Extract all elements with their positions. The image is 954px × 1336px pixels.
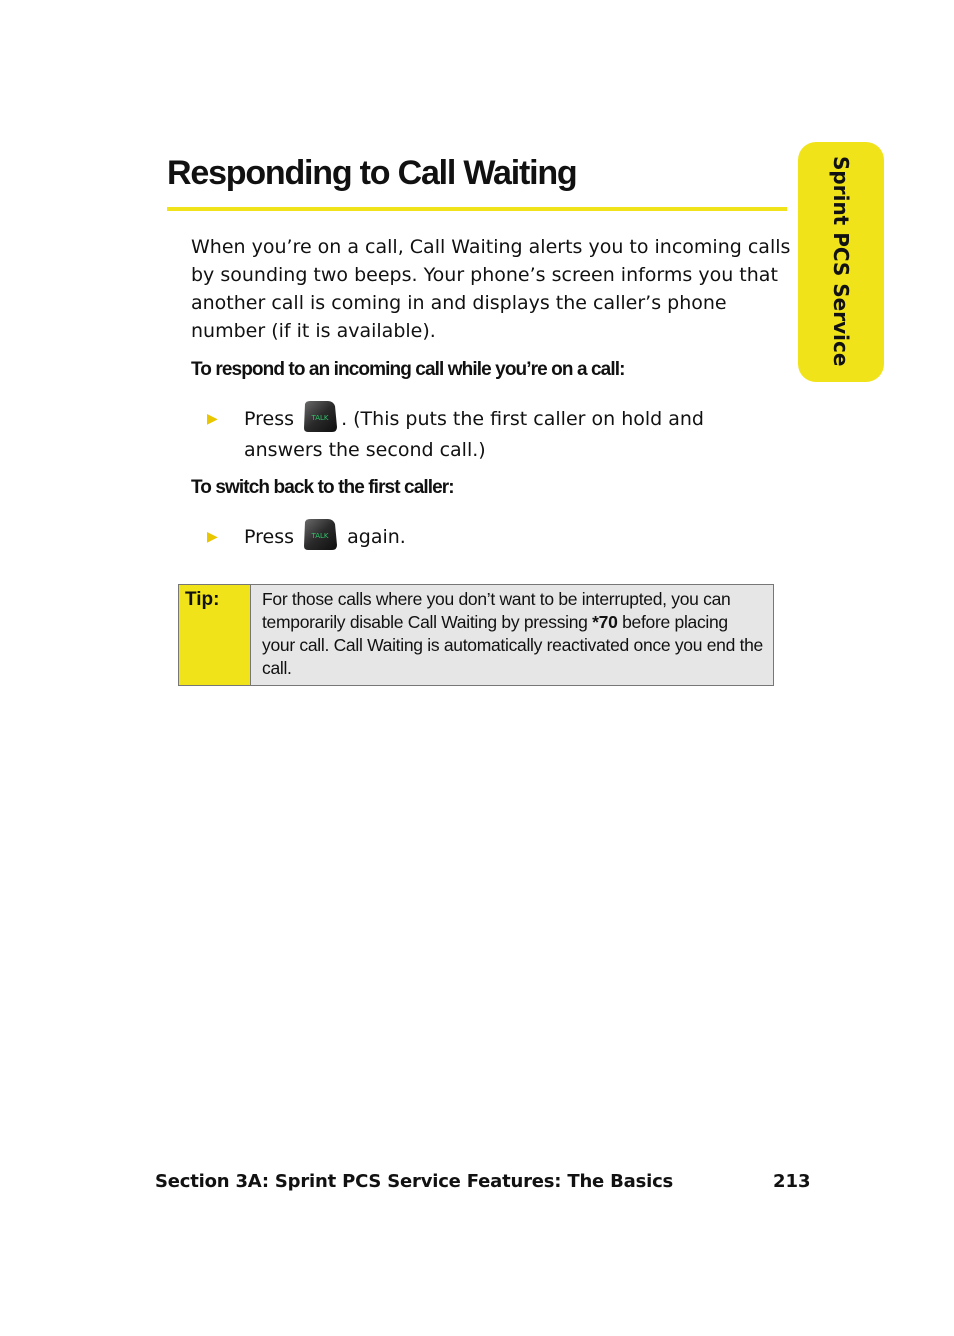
- tip-label: Tip:: [185, 589, 220, 610]
- title-underline: [167, 207, 787, 211]
- footer-page-number: 213: [773, 1171, 811, 1192]
- side-tab-label: Sprint PCS Service: [829, 156, 853, 367]
- page-title: Responding to Call Waiting: [167, 154, 577, 192]
- svg-text:TALK: TALK: [311, 414, 329, 422]
- bullet-icon: ▶: [207, 411, 218, 427]
- step-switch: [207, 522, 767, 553]
- side-tab: [798, 142, 884, 382]
- talk-key-icon: [302, 518, 338, 551]
- tip-text: For those calls where you don’t want to be interrupted, you can temporarily disable Call Waiting by pressing *70 before placing your call. Call Waiting is automatically reactivated once you end the call.: [251, 585, 773, 685]
- tip-code: *70: [592, 612, 618, 632]
- step-text: Press TALK again.: [244, 522, 767, 553]
- step-respond: [207, 404, 767, 466]
- intro-paragraph: When you’re on a call, Call Waiting alerts you to incoming calls by sounding two beeps. Your phone’s screen informs you that another call is coming in and displays the caller’s phone number (if it is available).: [191, 236, 791, 342]
- section-heading-switch: To switch back to the first caller:: [191, 477, 454, 498]
- tip-label-cell: [179, 585, 251, 685]
- section-heading-respond: To respond to an incoming call while you’re on a call:: [191, 359, 625, 380]
- tip-box: [178, 584, 774, 686]
- step-text: Press TALK . (This puts the first caller on hold and answers the second call.): [244, 404, 767, 466]
- talk-key-icon: [302, 400, 338, 433]
- bullet-icon: ▶: [207, 529, 218, 545]
- footer-section-title: Section 3A: Sprint PCS Service Features: The Basics: [155, 1171, 674, 1192]
- svg-text:TALK: TALK: [311, 532, 329, 540]
